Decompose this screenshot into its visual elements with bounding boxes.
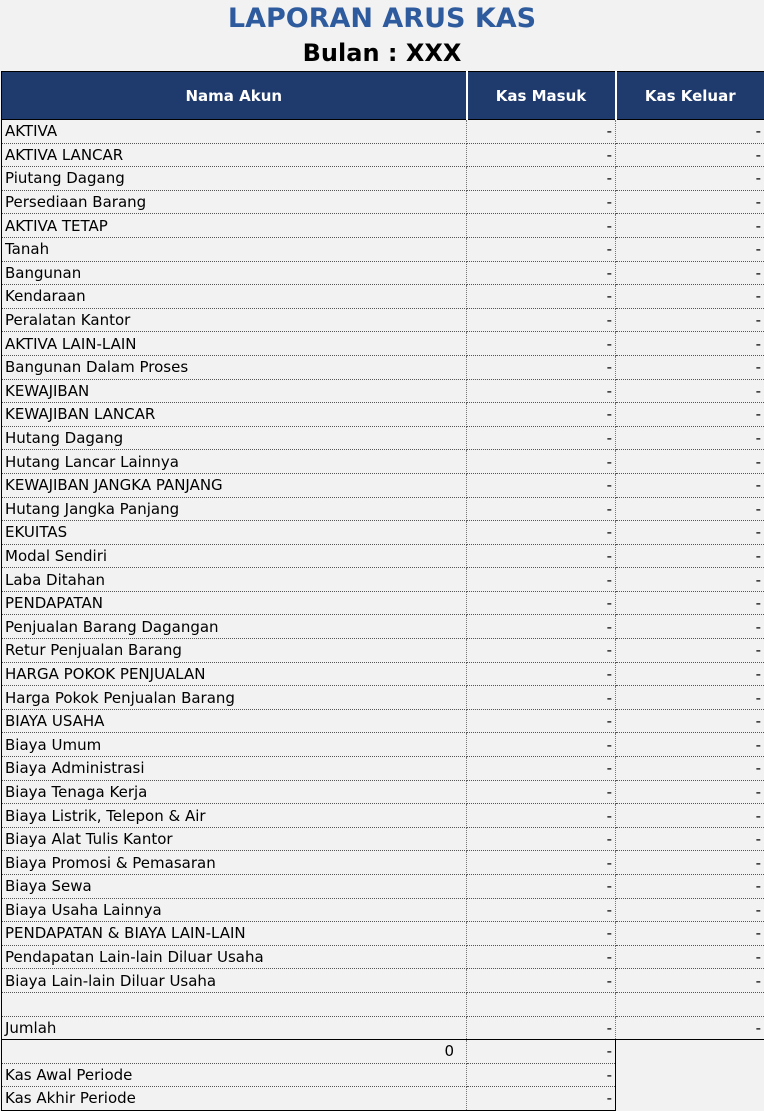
report-title: LAPORAN ARUS KAS [227,3,537,34]
kas-masuk-cell[interactable]: - [467,497,616,521]
table-header-row [2,72,764,120]
table-row [2,662,764,686]
account-name-cell[interactable]: PENDAPATAN [2,591,467,615]
kas-keluar-cell[interactable]: - [616,639,764,663]
kas-keluar-cell[interactable] [616,992,764,1016]
table-row [2,780,764,804]
kas-keluar-cell[interactable]: - [616,214,764,238]
kas-keluar-cell[interactable]: - [616,851,764,875]
account-name-cell[interactable]: Jumlah [2,1016,467,1040]
table-row [2,639,764,663]
account-name-cell[interactable]: Piutang Dagang [2,167,467,191]
kas-masuk-cell[interactable]: - [467,686,616,710]
account-name-cell[interactable]: Pendapatan Lain-lain Diluar Usaha [2,945,467,969]
table-row [2,945,764,969]
kas-masuk-cell[interactable]: - [467,780,616,804]
kas-keluar-cell[interactable]: - [616,733,764,757]
account-name-cell[interactable]: BIAYA USAHA [2,709,467,733]
kas-masuk-cell[interactable]: - [467,285,616,309]
kas-keluar-cell[interactable]: - [616,426,764,450]
summary-value-cell[interactable]: - [467,1087,616,1111]
table-row [2,285,764,309]
account-name-cell[interactable]: Biaya Administrasi [2,757,467,781]
table-row [2,261,764,285]
account-name-cell[interactable]: AKTIVA LANCAR [2,143,467,167]
kas-masuk-cell[interactable]: - [467,945,616,969]
kas-keluar-cell[interactable]: - [616,804,764,828]
kas-keluar-cell[interactable]: - [616,473,764,497]
kas-masuk-cell[interactable]: - [467,969,616,993]
kas-masuk-cell[interactable]: - [467,733,616,757]
kas-masuk-cell[interactable]: - [467,709,616,733]
kas-masuk-cell[interactable]: - [467,426,616,450]
table-row [2,898,764,922]
account-name-cell[interactable]: Peralatan Kantor [2,308,467,332]
account-name-cell[interactable]: Bangunan [2,261,467,285]
summary-row [2,1087,616,1111]
table-row [2,426,764,450]
table-row [2,143,764,167]
summary-table [1,1039,616,1111]
kas-keluar-cell[interactable]: - [616,898,764,922]
summary-body [2,1040,616,1111]
kas-masuk-cell[interactable]: - [467,167,616,191]
kas-keluar-cell[interactable]: - [616,827,764,851]
kas-keluar-cell[interactable]: - [616,237,764,261]
summary-value-cell[interactable]: - [467,1040,616,1064]
kas-masuk-cell[interactable]: - [467,851,616,875]
kas-keluar-cell[interactable]: - [616,167,764,191]
kas-keluar-cell[interactable]: - [616,379,764,403]
table-row [2,969,764,993]
table-row [2,473,764,497]
summary-row [2,1040,616,1064]
table-row [2,804,764,828]
kas-masuk-cell[interactable]: - [467,615,616,639]
table-row [2,615,764,639]
kas-keluar-cell[interactable]: - [616,120,764,144]
account-name-cell[interactable]: Laba Ditahan [2,568,467,592]
table-body [2,120,764,1040]
table-row [2,450,764,474]
account-name-cell[interactable]: Retur Penjualan Barang [2,639,467,663]
kas-masuk-cell[interactable]: - [467,875,616,899]
account-name-cell[interactable]: Persediaan Barang [2,190,467,214]
kas-masuk-cell[interactable]: - [467,662,616,686]
table-row [2,167,764,191]
kas-masuk-cell[interactable]: - [467,1016,616,1040]
kas-keluar-cell[interactable]: - [616,332,764,356]
kas-keluar-cell[interactable]: - [616,568,764,592]
account-name-cell[interactable]: Biaya Promosi & Pemasaran [2,851,467,875]
kas-keluar-cell[interactable]: - [616,190,764,214]
account-name-cell[interactable]: Hutang Dagang [2,426,467,450]
table-row [2,403,764,427]
table-row [2,757,764,781]
table-row [2,355,764,379]
table-row [2,521,764,545]
kas-keluar-cell[interactable]: - [616,686,764,710]
account-name-cell[interactable]: AKTIVA TETAP [2,214,467,238]
table-row [2,875,764,899]
account-name-cell[interactable]: Hutang Jangka Panjang [2,497,467,521]
table-row [2,709,764,733]
kas-masuk-cell[interactable]: - [467,473,616,497]
account-name-cell[interactable]: HARGA POKOK PENJUALAN [2,662,467,686]
table-row [2,992,764,1016]
account-name-cell[interactable]: Biaya Listrik, Telepon & Air [2,804,467,828]
kas-keluar-cell[interactable]: - [616,662,764,686]
account-name-cell[interactable]: Biaya Usaha Lainnya [2,898,467,922]
kas-keluar-cell[interactable]: - [616,403,764,427]
kas-keluar-cell[interactable]: - [616,261,764,285]
kas-masuk-cell[interactable]: - [467,120,616,144]
kas-masuk-cell[interactable]: - [467,804,616,828]
kas-masuk-cell[interactable]: - [467,757,616,781]
account-name-cell[interactable]: Harga Pokok Penjualan Barang [2,686,467,710]
account-name-cell[interactable]: KEWAJIBAN LANCAR [2,403,467,427]
kas-masuk-cell[interactable]: - [467,898,616,922]
kas-masuk-cell[interactable]: - [467,237,616,261]
report-subtitle: Bulan : XXX [302,39,462,67]
table-row [2,120,764,144]
table-row [2,686,764,710]
kas-keluar-cell[interactable]: - [616,285,764,309]
kas-keluar-cell[interactable]: - [616,355,764,379]
kas-keluar-cell[interactable]: - [616,521,764,545]
kas-keluar-cell[interactable]: - [616,143,764,167]
kas-masuk-cell[interactable]: - [467,379,616,403]
account-name-cell[interactable]: Biaya Lain-lain Diluar Usaha [2,969,467,993]
table-row [2,733,764,757]
kas-keluar-cell[interactable]: - [616,497,764,521]
account-name-cell[interactable] [2,992,467,1016]
account-name-cell[interactable]: Bangunan Dalam Proses [2,355,467,379]
table-row [2,237,764,261]
account-name-cell[interactable]: PENDAPATAN & BIAYA LAIN-LAIN [2,922,467,946]
table-row [2,214,764,238]
summary-row [2,1063,616,1087]
account-name-cell[interactable]: Biaya Alat Tulis Kantor [2,827,467,851]
kas-keluar-cell[interactable]: - [616,709,764,733]
kas-masuk-cell[interactable] [467,992,616,1016]
table-row [2,332,764,356]
kas-masuk-cell[interactable]: - [467,190,616,214]
kas-keluar-cell[interactable]: - [616,615,764,639]
summary-label-cell[interactable]: Kas Awal Periode [2,1063,467,1087]
account-name-cell[interactable]: EKUITAS [2,521,467,545]
kas-keluar-cell[interactable]: - [616,591,764,615]
kas-keluar-cell[interactable]: - [616,1016,764,1040]
account-name-cell[interactable]: Tanah [2,237,467,261]
kas-masuk-cell[interactable]: - [467,450,616,474]
table-row [2,497,764,521]
account-name-cell[interactable]: Modal Sendiri [2,544,467,568]
table-row [2,1016,764,1040]
account-name-cell[interactable]: Hutang Lancar Lainnya [2,450,467,474]
kas-masuk-cell[interactable]: - [467,568,616,592]
account-name-cell[interactable]: Kendaraan [2,285,467,309]
kas-masuk-cell[interactable]: - [467,261,616,285]
kas-masuk-cell[interactable]: - [467,332,616,356]
column-header-kas-keluar[interactable]: Kas Keluar [616,72,764,120]
kas-keluar-cell[interactable]: - [616,875,764,899]
account-name-cell[interactable]: AKTIVA [2,120,467,144]
kas-keluar-cell[interactable]: - [616,945,764,969]
table-row [2,308,764,332]
kas-masuk-cell[interactable]: - [467,143,616,167]
kas-masuk-cell[interactable]: - [467,403,616,427]
kas-keluar-cell[interactable]: - [616,969,764,993]
kas-keluar-cell[interactable]: - [616,308,764,332]
account-name-cell[interactable]: Biaya Umum [2,733,467,757]
account-name-cell[interactable]: Penjualan Barang Dagangan [2,615,467,639]
table-row [2,827,764,851]
kas-masuk-cell[interactable]: - [467,639,616,663]
table-row [2,922,764,946]
table-row [2,190,764,214]
cash-flow-table [1,71,764,1040]
table-row [2,544,764,568]
kas-keluar-cell[interactable]: - [616,922,764,946]
kas-masuk-cell[interactable]: - [467,214,616,238]
kas-masuk-cell[interactable]: - [467,544,616,568]
table-row [2,379,764,403]
kas-keluar-cell[interactable]: - [616,757,764,781]
summary-value-cell[interactable]: - [467,1063,616,1087]
kas-keluar-cell[interactable]: - [616,544,764,568]
table-row [2,591,764,615]
kas-masuk-cell[interactable]: - [467,591,616,615]
column-header-kas-masuk[interactable]: Kas Masuk [467,72,616,120]
account-name-cell[interactable]: KEWAJIBAN [2,379,467,403]
summary-label-cell[interactable]: 0 [2,1040,467,1064]
kas-keluar-cell[interactable]: - [616,780,764,804]
account-name-cell[interactable]: Biaya Sewa [2,875,467,899]
table-row [2,851,764,875]
kas-masuk-cell[interactable]: - [467,922,616,946]
table-row [2,568,764,592]
kas-masuk-cell[interactable]: - [467,521,616,545]
kas-masuk-cell[interactable]: - [467,827,616,851]
kas-keluar-cell[interactable]: - [616,450,764,474]
kas-masuk-cell[interactable]: - [467,308,616,332]
column-header-nama-akun[interactable]: Nama Akun [2,72,467,120]
summary-label-cell[interactable]: Kas Akhir Periode [2,1087,467,1111]
kas-masuk-cell[interactable]: - [467,355,616,379]
account-name-cell[interactable]: AKTIVA LAIN-LAIN [2,332,467,356]
account-name-cell[interactable]: Biaya Tenaga Kerja [2,780,467,804]
account-name-cell[interactable]: KEWAJIBAN JANGKA PANJANG [2,473,467,497]
